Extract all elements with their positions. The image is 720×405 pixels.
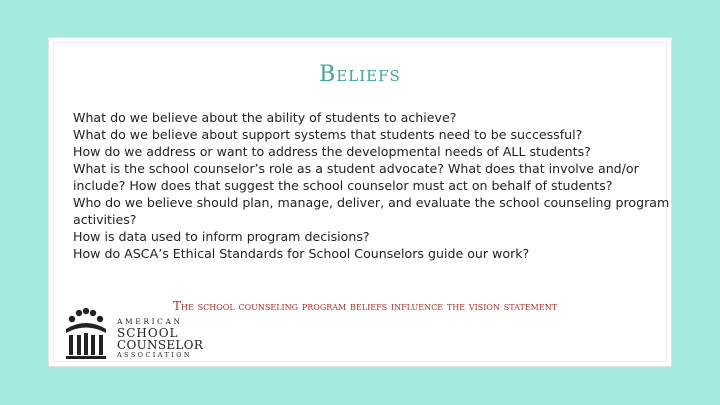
asca-logo-icon — [62, 305, 110, 361]
belief-questions-list — [73, 109, 673, 262]
footer-note: The school counseling program beliefs influence the vision statement — [173, 299, 558, 313]
list-item: What is the school counselor’s role as a student advocate? What does that involve and/or include? How does that suggest the school counselor must act on behalf of students? — [73, 161, 639, 193]
slide-card — [48, 37, 672, 367]
list-item: Who do we believe should plan, manage, deliver, and evaluate the school counseling program activities? — [73, 195, 670, 227]
list-item: How do we address or want to address the developmental needs of ALL students? — [73, 144, 591, 159]
asca-logo-wordmark — [117, 317, 203, 360]
slide-title: Beliefs — [319, 62, 401, 87]
logo-line-association: ASSOCIATION — [117, 351, 193, 359]
logo-line-school: SCHOOL — [117, 326, 179, 340]
list-item: How do ASCA’s Ethical Standards for School Counselors guide our work? — [73, 246, 530, 261]
list-item: What do we believe about support systems that students need to be successful? — [73, 127, 583, 142]
list-item: How is data used to inform program decisions? — [73, 229, 370, 244]
asca-logo — [62, 305, 204, 361]
logo-line-counselor: COUNSELOR — [117, 338, 204, 352]
logo-line-american: AMERICAN — [117, 317, 183, 326]
list-item: What do we believe about the ability of students to achieve? — [73, 110, 457, 125]
